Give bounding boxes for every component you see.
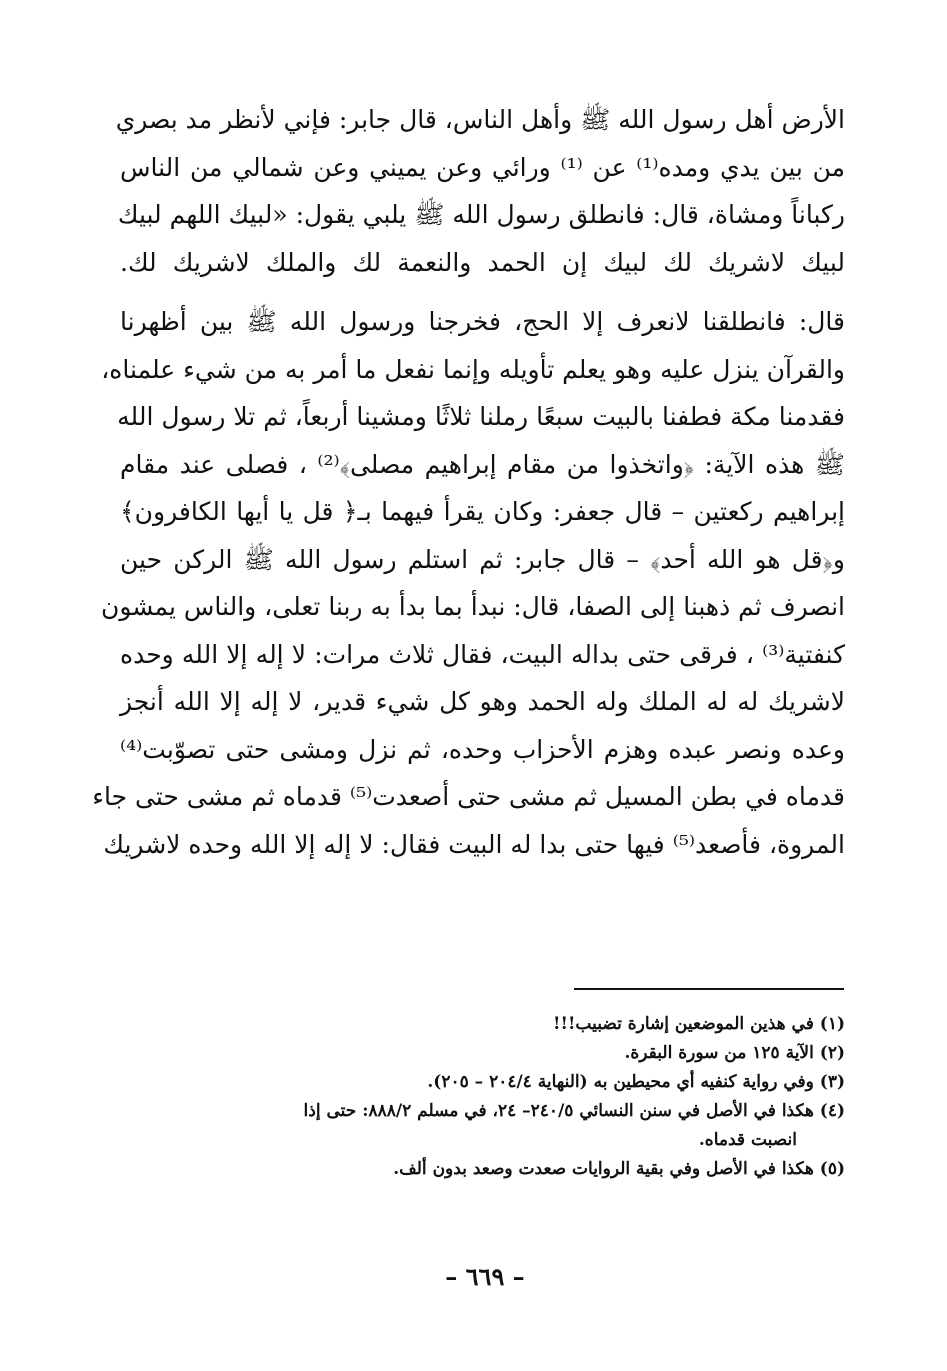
footnote-text: هكذا في الأصل في سنن النسائي ٢٤٠/٥– ٢٤، في مسلم ٨٨٨/٢: حتى إذا: [303, 1101, 814, 1121]
footnote-text: وفي رواية كنفيه أي محيطين به (النهاية ٢٠٤/٤ – ٢٠٥).: [427, 1072, 814, 1092]
paragraph-spacer: [120, 286, 845, 298]
footnote-separator: [574, 988, 844, 990]
text-line: وعده ونصر عبده وهزم الأحزاب وحده، ثم نزل ومشى حتى تصوّبت⁽⁴⁾: [120, 734, 845, 764]
text-line: انصرف ثم ذهبنا إلى الصفا، قال: نبدأ بما بدأ به ربنا تعلى، والناس يمشون: [100, 592, 845, 621]
text-line: الأرض أهل رسول الله ﷺ وأهل الناس، قال جابر: فإني لأنظر مد بصري: [115, 105, 845, 134]
footnote-text: الآية ١٢٥ من سورة البقرة.: [624, 1043, 814, 1063]
footnote-2: [120, 1039, 845, 1068]
footnote-marker: (١): [819, 1014, 845, 1034]
footnote-marker: (٣): [819, 1072, 845, 1092]
footnote-4: [120, 1097, 845, 1155]
text-line: لبيك لاشريك لك لبيك إن الحمد والنعمة لك والملك لاشريك لك.: [120, 247, 845, 277]
footnote-5: [120, 1155, 845, 1184]
text-line: إبراهيم ركعتين – قال جعفر: وكان يقرأ فيهما بـ﴿ قل يا أيها الكافرون﴾: [120, 497, 845, 526]
text-line: قدماه في بطن المسيل ثم مشى حتى أصعدت⁽⁵⁾ قدماه ثم مشى حتى جاء: [92, 782, 845, 811]
footnotes: [120, 1010, 845, 1184]
main-text: [92, 96, 846, 868]
page-number: – ٦٦٩ –: [445, 1262, 525, 1291]
text-line: ﷺ هذه الآية: ﴿واتخذوا من مقام إبراهيم مصلى﴾⁽²⁾ ، فصلى عند مقام: [120, 449, 846, 479]
footnote-3: [120, 1068, 845, 1097]
text-line: فقدمنا مكة فطفنا بالبيت سبعًا رملنا ثلاثًا ومشينا أربعاً، ثم تلا رسول الله: [117, 402, 845, 431]
text-line: من بين يدي ومده⁽¹⁾ عن ⁽¹⁾ ورائي وعن يميني وعن شمالي من الناس: [120, 152, 845, 182]
footnote-marker: (٥): [819, 1159, 845, 1179]
paragraph-1: [115, 96, 845, 286]
footnote-marker: (٤): [819, 1101, 845, 1121]
footnote-marker: (٢): [819, 1043, 845, 1063]
text-line: المروة، فأصعد⁽⁵⁾ فيها حتى بدا له البيت فقال: لا إله إلا الله وحده لاشريك: [103, 829, 845, 859]
paragraph-2: [92, 298, 846, 868]
footnote-text-continued: انصبت قدماه.: [698, 1130, 797, 1150]
footnote-text: هكذا في الأصل وفي بقية الروايات صعدت وصعد بدون ألف.: [393, 1159, 814, 1179]
text-line: قال: فانطلقنا لانعرف إلا الحج، فخرجنا ورسول الله ﷺ بين أظهرنا: [120, 307, 845, 336]
footnote-1: [120, 1010, 845, 1039]
text-line: لاشريك له له الملك وله الحمد وهو كل شيء قدير، لا إله إلا الله أنجز: [120, 687, 845, 716]
text-line: كنفتية⁽³⁾ ، فرقى حتى بداله البيت، فقال ثلاث مرات: لا إله إلا الله وحده: [120, 639, 845, 669]
text-line: والقرآن ينزل عليه وهو يعلم تأويله وإنما نفعل ما أمر به من شيء علمناه،: [101, 354, 845, 384]
footnote-text: في هذين الموضعين إشارة تضبيب!!!: [553, 1014, 814, 1034]
text-line: و﴿قل هو الله أحد﴾ – قال جابر: ثم استلم رسول الله ﷺ الركن حين: [120, 544, 845, 574]
text-line: ركباناً ومشاة، قال: فانطلق رسول الله ﷺ يلبي يقول: «لبيك اللهم لبيك: [117, 200, 845, 229]
